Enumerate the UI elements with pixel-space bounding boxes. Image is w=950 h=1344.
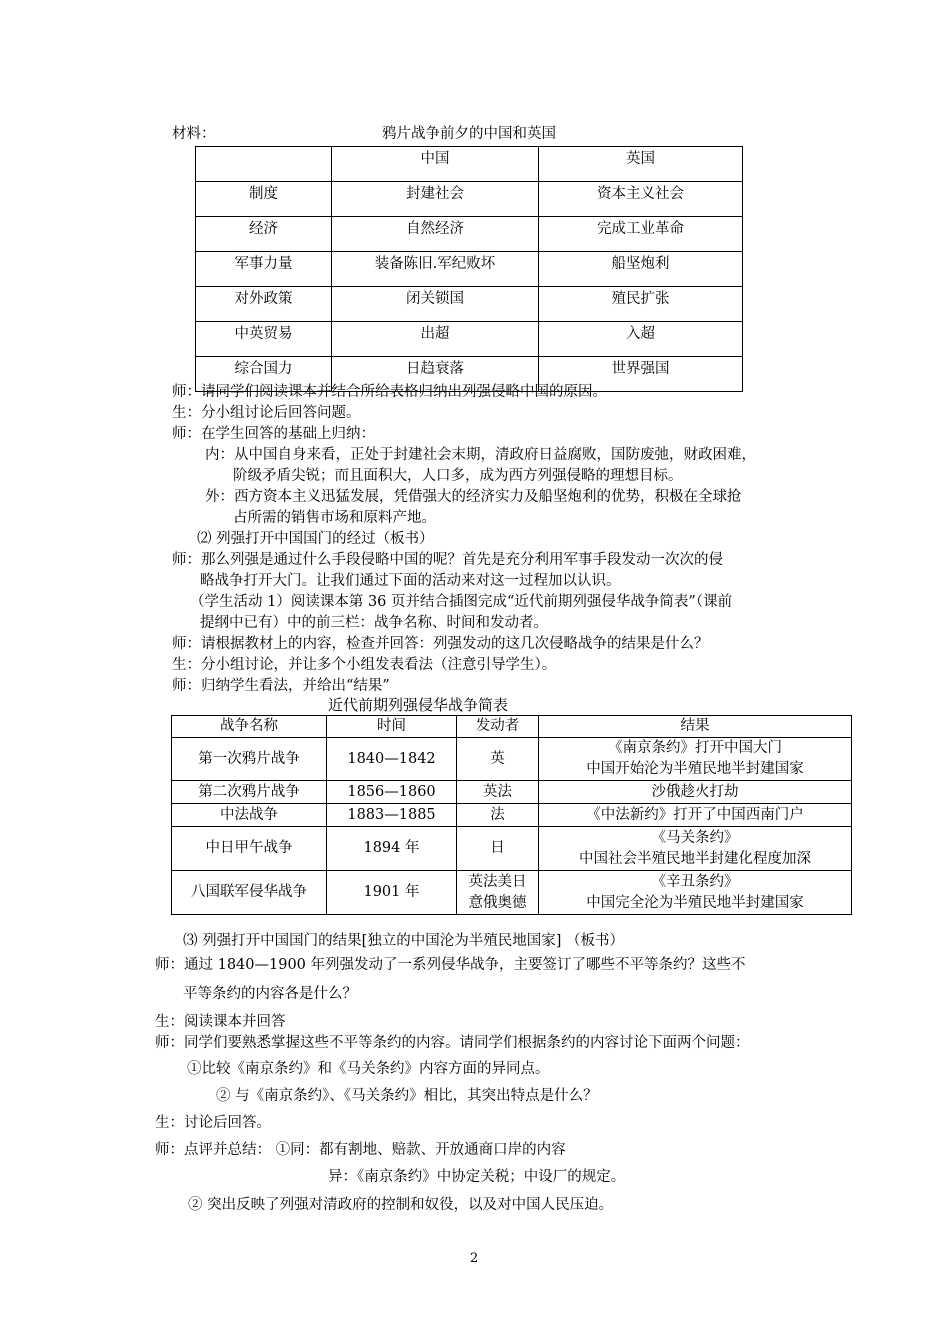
header-cell xyxy=(196,147,332,182)
row-label: 对外政策 xyxy=(196,287,332,322)
paragraph: 生：分小组讨论后回答问题。 xyxy=(172,405,361,421)
war-initiator: 英法 xyxy=(457,781,539,804)
china-cell: 闭关锁国 xyxy=(332,287,539,322)
result-line: 《马关条约》 xyxy=(651,829,739,846)
result-line: 中国社会半殖民地半封建化程度加深 xyxy=(579,850,811,867)
war-time: 1883—1885 xyxy=(327,804,457,827)
table-row xyxy=(196,322,743,357)
paragraph: 师：同学们要熟悉掌握这些不平等条约的内容。请同学们根据条约的内容讨论下面两个问题： xyxy=(155,1035,750,1051)
page-number: 2 xyxy=(470,1251,479,1266)
war-initiator xyxy=(457,871,539,915)
row-label: 制度 xyxy=(196,182,332,217)
war-result: 《中法新约》打开了中国西南门户 xyxy=(539,804,852,827)
header-cell: 中国 xyxy=(332,147,539,182)
material-label: 材料： xyxy=(172,126,216,142)
war-name: 八国联军侵华战争 xyxy=(172,871,327,915)
britain-cell: 船坚炮利 xyxy=(539,252,743,287)
header-cell: 结果 xyxy=(539,716,852,738)
war-table-title: 近代前期列强侵华战争简表 xyxy=(328,696,509,714)
paragraph: 师：请根据教材上的内容，检查并回答：列强发动的这几次侵略战争的结果是什么？ xyxy=(172,636,709,652)
war-name: 第一次鸦片战争 xyxy=(172,738,327,781)
paragraph: 平等条约的内容各是什么？ xyxy=(183,986,357,1002)
paragraph: ② 突出反映了列强对清政府的控制和奴役，以及对中国人民压迫。 xyxy=(188,1197,614,1213)
paragraph: 阶级矛盾尖锐；而且面积大，人口多，成为西方列强侵略的理想目标。 xyxy=(233,468,683,484)
paragraph: 异：《南京条约》中协定关税；中设厂的规定。 xyxy=(328,1169,626,1185)
war-time: 1840—1842 xyxy=(327,738,457,781)
war-time: 1894 年 xyxy=(327,827,457,871)
paragraph: 师：归纳学生看法，并给出“结果” xyxy=(172,678,390,694)
table-row xyxy=(196,287,743,322)
paragraph: 生：讨论后回答。 xyxy=(155,1115,271,1131)
paragraph: 占所需的销售市场和原料产地。 xyxy=(233,510,436,526)
war-initiator: 英 xyxy=(457,738,539,781)
war-result xyxy=(539,871,852,915)
result-line: 中国开始沦为半殖民地半封建国家 xyxy=(586,761,804,777)
paragraph: （学生活动 1）阅读课本第 36 页并结合插图完成“近代前期列强侵华战争简表”（课前 xyxy=(190,594,733,610)
table-row xyxy=(196,252,743,287)
paragraph: ①比较《南京条约》和《马关条约》内容方面的异同点。 xyxy=(187,1061,550,1077)
table-row xyxy=(196,182,743,217)
paragraph: 内：从中国自身来看，正处于封建社会末期，清政府日益腐败，国防废弛，财政困难， xyxy=(205,447,756,463)
china-cell: 封建社会 xyxy=(332,182,539,217)
header-cell: 发动者 xyxy=(457,716,539,738)
row-label: 经济 xyxy=(196,217,332,252)
war-name: 中法战争 xyxy=(172,804,327,827)
paragraph: 略战争打开大门。让我们通过下面的活动来对这一过程加以认识。 xyxy=(200,573,621,589)
war-table xyxy=(171,715,852,915)
header-cell: 英国 xyxy=(539,147,743,182)
initiator-line: 意俄奥德 xyxy=(468,894,527,911)
war-name: 中日甲午战争 xyxy=(172,827,327,871)
row-label: 中英贸易 xyxy=(196,322,332,357)
table-row xyxy=(196,217,743,252)
britain-cell: 完成工业革命 xyxy=(539,217,743,252)
paragraph: 生：分小组讨论，并让多个小组发表看法（注意引导学生）。 xyxy=(172,657,557,673)
war-time: 1901 年 xyxy=(327,871,457,915)
china-cell: 装备陈旧.军纪败坏 xyxy=(332,252,539,287)
row-label: 综合国力 xyxy=(196,357,332,392)
initiator-line: 英法美日 xyxy=(468,873,527,890)
britain-cell: 入超 xyxy=(539,322,743,357)
section-heading: ⑶ 列强打开中国国门的结果[独立的中国沦为半殖民地国家] （板书） xyxy=(183,933,625,949)
table-row xyxy=(172,781,852,804)
paragraph: 外：西方资本主义迅猛发展，凭借强大的经济实力及船坚炮利的优势，积极在全球抢 xyxy=(205,489,742,505)
britain-cell: 殖民扩张 xyxy=(539,287,743,322)
paragraph: ② 与《南京条约》、《马关条约》相比，其突出特点是什么？ xyxy=(216,1088,598,1104)
table-header-row xyxy=(196,147,743,182)
war-name: 第二次鸦片战争 xyxy=(172,781,327,804)
china-cell: 日趋衰落 xyxy=(332,357,539,392)
result-line: 《南京条约》打开中国大门 xyxy=(608,740,782,756)
paragraph: 师：请同学们阅读课本并结合所给表格归纳出列强侵略中国的原因。 xyxy=(172,384,607,400)
war-result xyxy=(539,827,852,871)
britain-cell: 世界强国 xyxy=(539,357,743,392)
header-cell: 时间 xyxy=(327,716,457,738)
table-row xyxy=(172,738,852,781)
row-label: 军事力量 xyxy=(196,252,332,287)
paragraph: 师：点评并总结： ①同：都有割地、赔款、开放通商口岸的内容 xyxy=(155,1142,566,1158)
war-initiator: 法 xyxy=(457,804,539,827)
paragraph: 师：在学生回答的基础上归纳： xyxy=(172,426,375,442)
comparison-table xyxy=(195,146,743,392)
war-result: 沙俄趁火打劫 xyxy=(539,781,852,804)
war-result xyxy=(539,738,852,781)
war-initiator: 日 xyxy=(457,827,539,871)
paragraph: 师：那么列强是通过什么手段侵略中国的呢？首先是充分利用军事手段发动一次次的侵 xyxy=(172,552,723,568)
china-cell: 自然经济 xyxy=(332,217,539,252)
table-row xyxy=(172,827,852,871)
table-row xyxy=(172,871,852,915)
result-line: 《辛丑条约》 xyxy=(651,873,739,890)
paragraph: 生：阅读课本并回答 xyxy=(155,1014,286,1030)
paragraph: 提纲中已有）中的前三栏：战争名称、时间和发动者。 xyxy=(200,615,548,631)
war-time: 1856—1860 xyxy=(327,781,457,804)
section-heading: ⑵ 列强打开中国国门的经过（板书） xyxy=(197,531,434,547)
table-header-row xyxy=(172,716,852,738)
table-row xyxy=(172,804,852,827)
header-cell: 战争名称 xyxy=(172,716,327,738)
paragraph: 师：通过 1840—1900 年列强发动了一系列侵华战争，主要签订了哪些不平等条约？这些不 xyxy=(155,957,746,973)
britain-cell: 资本主义社会 xyxy=(539,182,743,217)
result-line: 中国完全沦为半殖民地半封建国家 xyxy=(586,894,804,911)
material-title: 鸦片战争前夕的中国和英国 xyxy=(382,126,556,142)
china-cell: 出超 xyxy=(332,322,539,357)
